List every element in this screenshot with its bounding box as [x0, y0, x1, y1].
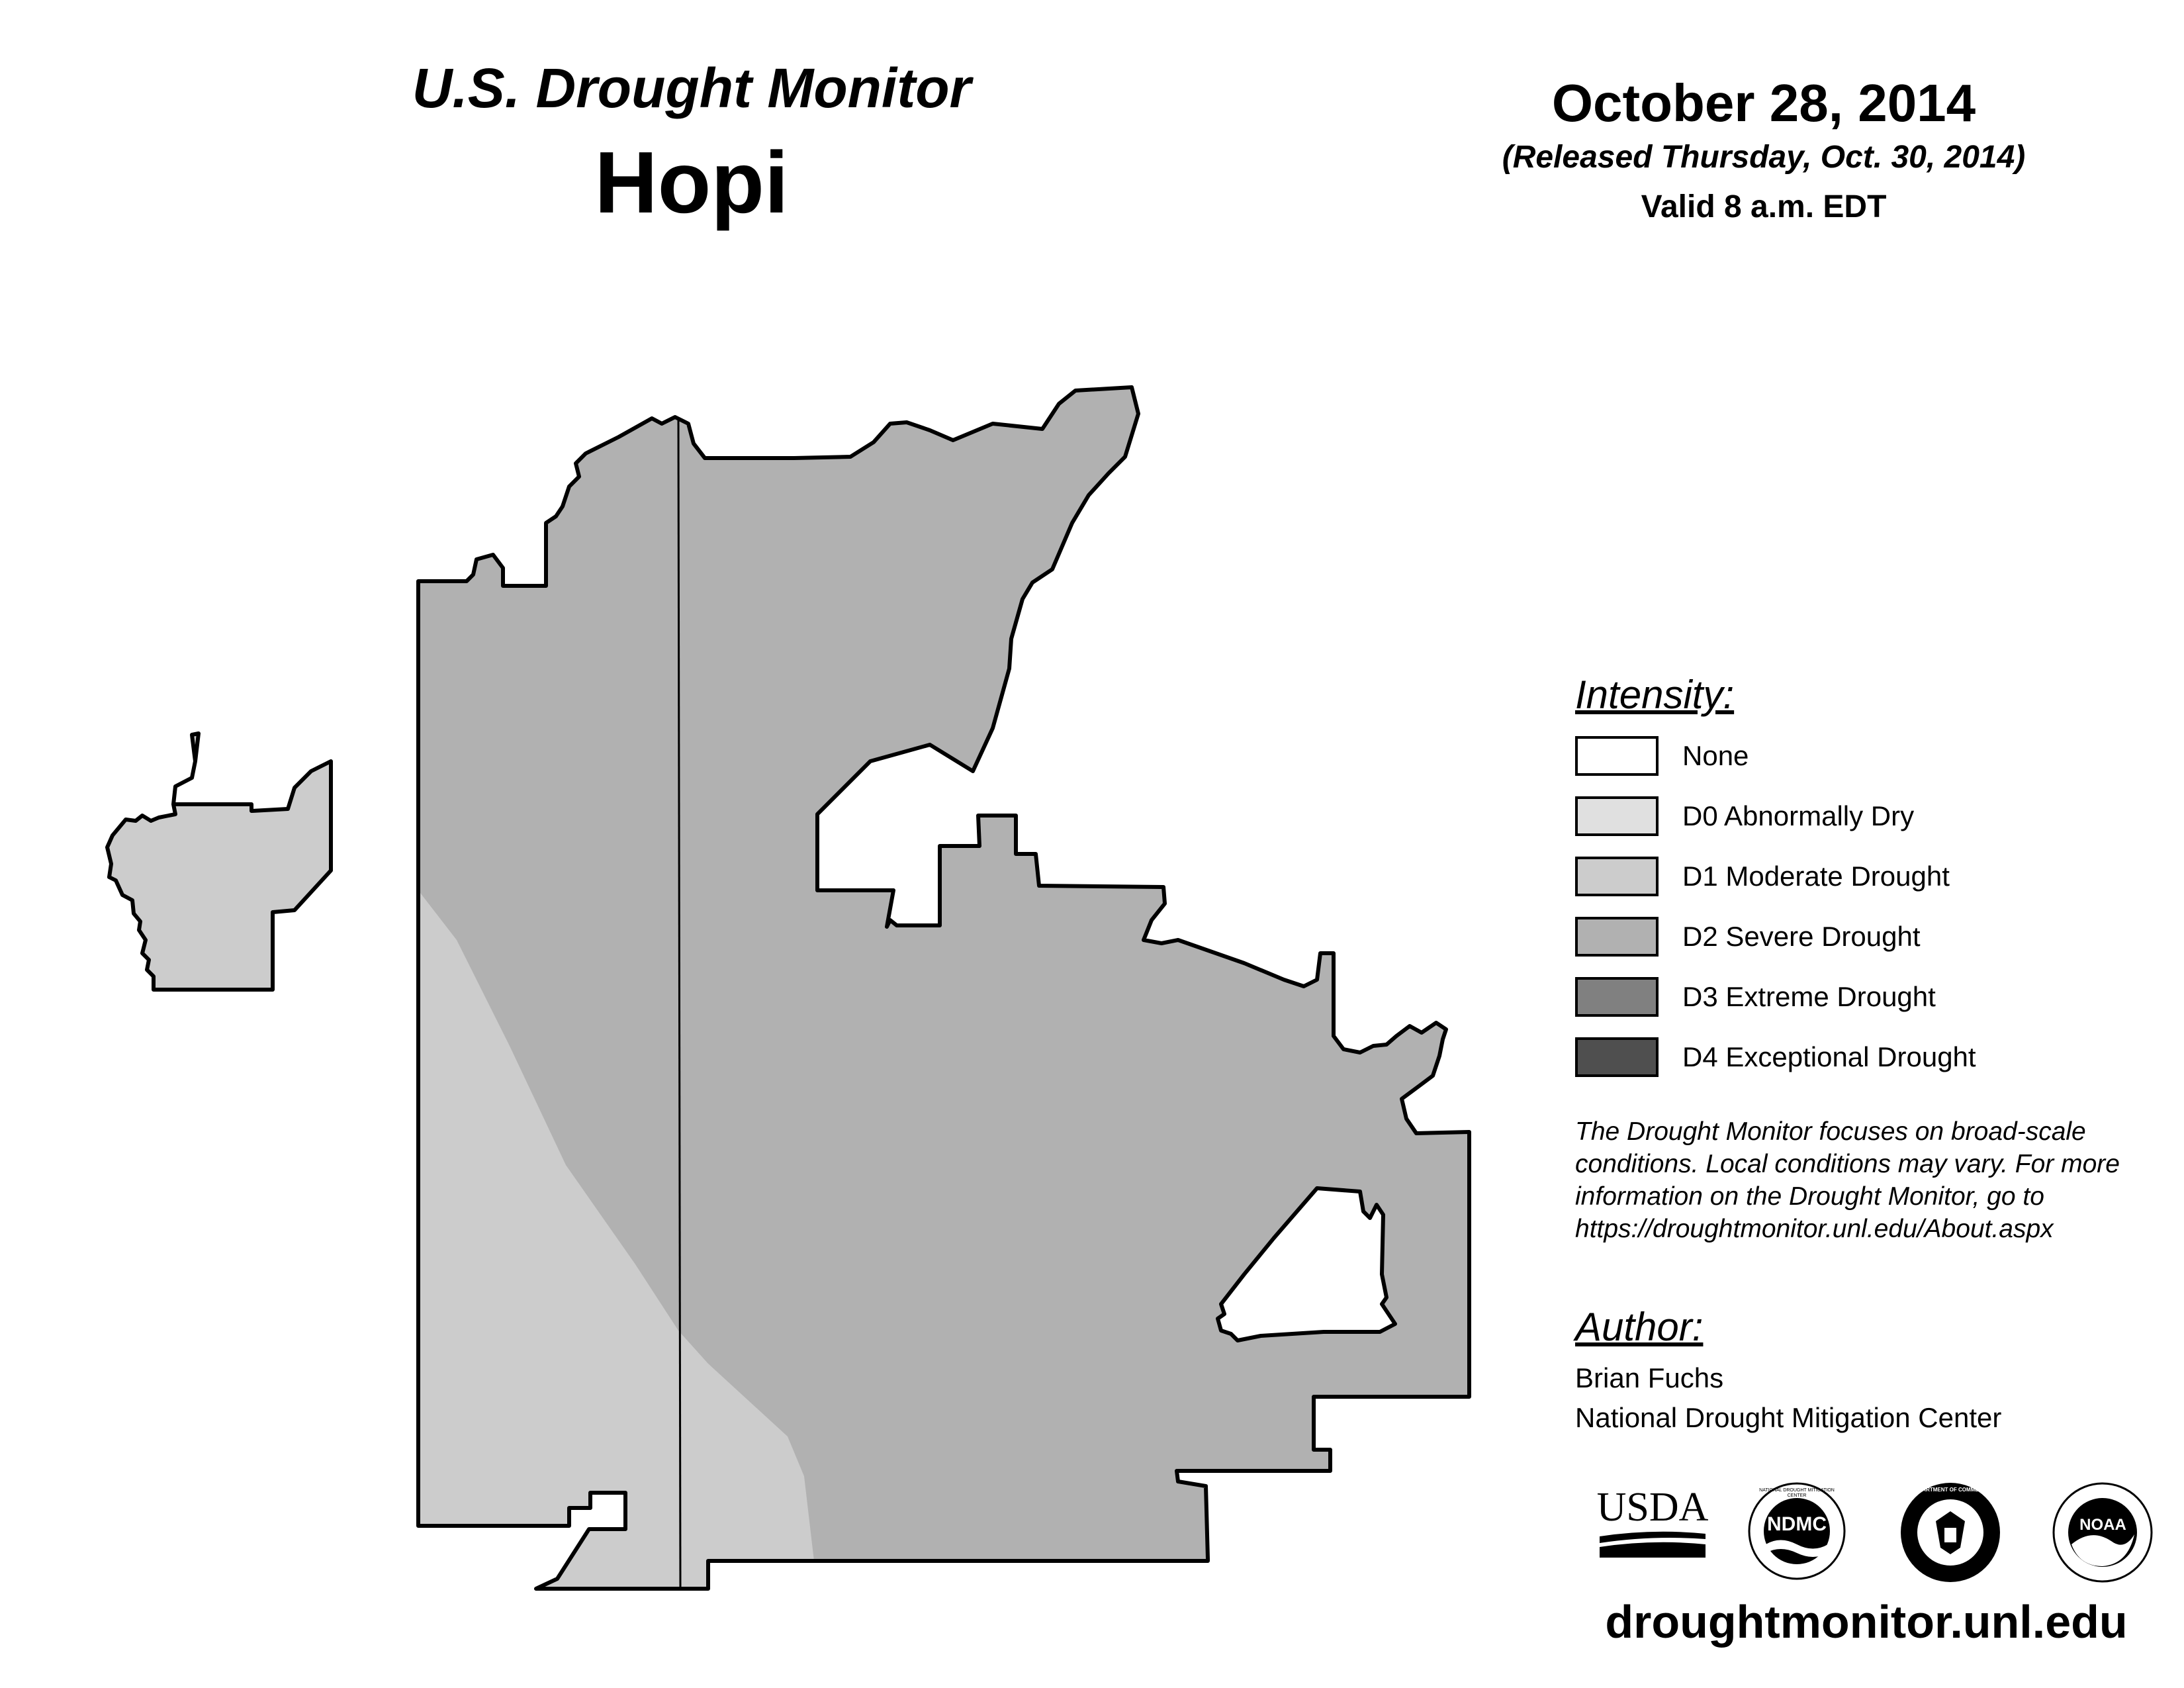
legend-swatch — [1575, 857, 1659, 896]
legend-label: None — [1682, 740, 1749, 771]
ndmc-logo — [1747, 1481, 1846, 1581]
legend-label: D3 Extreme Drought — [1682, 981, 1936, 1012]
legend-swatch — [1575, 977, 1659, 1017]
disclaimer-text: The Drought Monitor focuses on broad-scale conditions. Local conditions may vary. For more information on the Drought Monitor, go to https://droughtmonitor.unl.edu/About.aspx — [1575, 1117, 2120, 1243]
commerce-seal-icon — [1899, 1481, 2002, 1584]
usda-logo — [1596, 1486, 1709, 1562]
commerce-logo — [1899, 1481, 2002, 1584]
legend-swatch — [1575, 796, 1659, 836]
region-d1-west — [107, 733, 331, 990]
legend-title: Intensity: — [1575, 673, 1735, 717]
usda-logo-text: USDA — [1596, 1485, 1709, 1530]
commerce-logo-text: DEPARTMENT OF COMMERCE — [1911, 1487, 1990, 1493]
usda-swoosh-icon — [1596, 1528, 1709, 1562]
noaa-logo-text: NOAA — [2079, 1516, 2126, 1534]
map-date: October 28, 2014 — [1551, 73, 1976, 132]
map-title: U.S. Drought Monitor — [412, 57, 972, 119]
author-name: Brian Fuchs — [1575, 1362, 1724, 1393]
author-heading: Author: — [1575, 1305, 1704, 1349]
author-organization: National Drought Mitigation Center — [1575, 1402, 2002, 1433]
legend-label: D1 Moderate Drought — [1682, 861, 1950, 892]
legend-label: D0 Abnormally Dry — [1682, 800, 1915, 831]
legend-swatch — [1575, 917, 1659, 957]
ndmc-logo-text: NDMC — [1767, 1513, 1827, 1535]
release-date: (Released Thursday, Oct. 30, 2014) — [1502, 140, 2026, 175]
legend-label: D4 Exceptional Drought — [1682, 1041, 1976, 1072]
valid-time: Valid 8 a.m. EDT — [1641, 189, 1887, 224]
region-name: Hopi — [594, 134, 789, 231]
legend-label: D2 Severe Drought — [1682, 921, 1921, 952]
website-url[interactable]: droughtmonitor.unl.edu — [1605, 1596, 2128, 1648]
legend-swatch — [1575, 736, 1659, 776]
noaa-logo — [2052, 1481, 2154, 1584]
ndmc-logo-ring-text: NATIONAL DROUGHT MITIGATION CENTER — [1759, 1488, 1835, 1498]
legend-swatch — [1575, 1037, 1659, 1077]
